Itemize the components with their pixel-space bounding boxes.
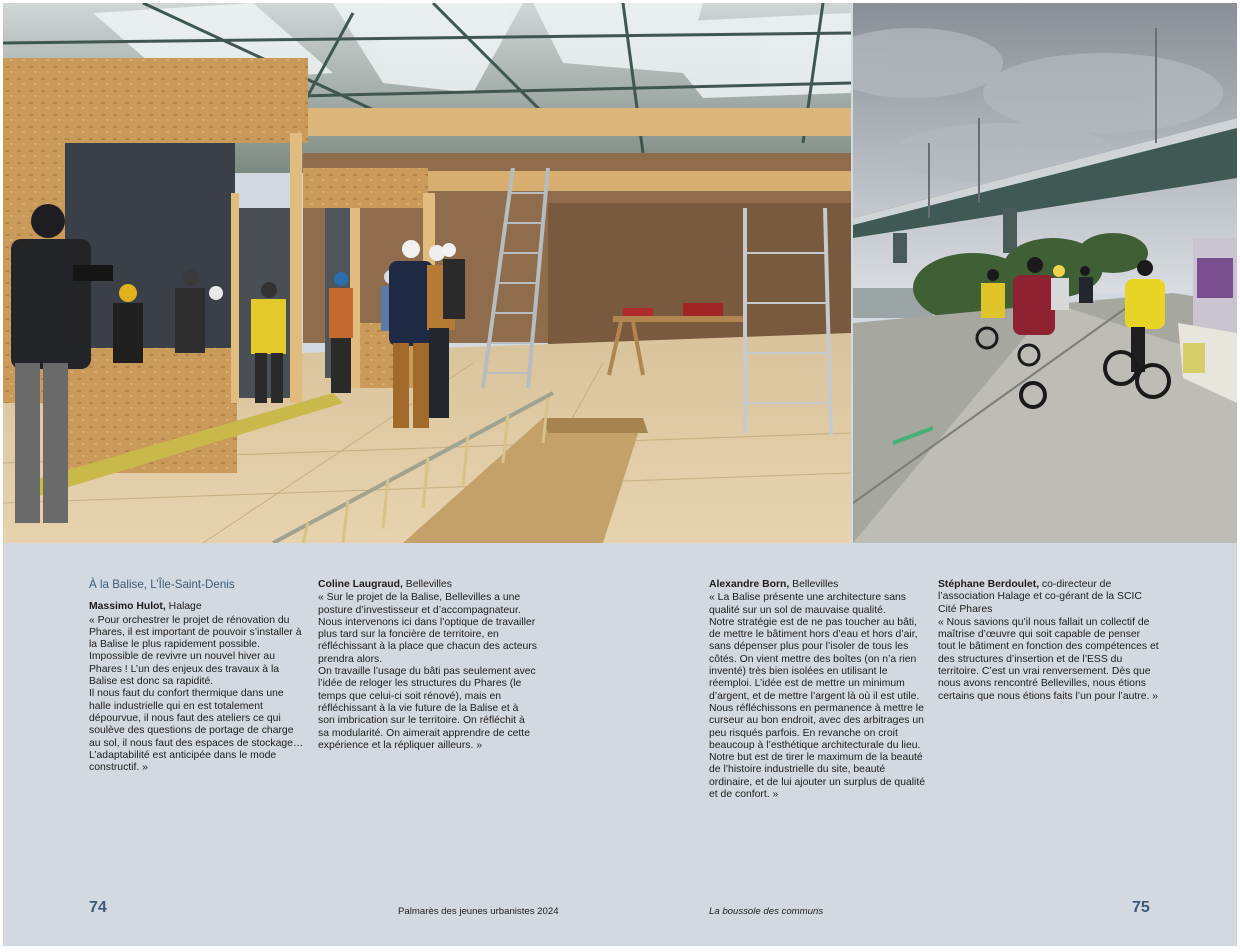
page-number-left: 74	[89, 899, 107, 916]
location-heading: À la Balise, L’Île-Saint-Denis	[89, 578, 235, 591]
running-title-left: Palmarès des jeunes urbanistes 2024	[398, 906, 559, 917]
speaker-name: Massimo Hulot,	[89, 601, 166, 613]
speaker-role: co-directeur de l’association Halage et co-gérant de la SCIC Cité Phares	[938, 579, 1142, 615]
construction-hall-photo	[3, 3, 851, 543]
text-column-4	[938, 579, 1160, 703]
quote-text: « Nous savions qu’il nous fallait un collectif de maîtrise d’œuvre qui soit capable de penser tout le bâtiment en fonction des compétences et des structures d’insertion et de l’ESS du territoire. C’est un vrai renversement. Dès que nous avons rencontré Bellevilles, nous étions certains que nous étions faits l’un pour l’autre. »	[938, 616, 1159, 702]
speaker-line	[709, 579, 929, 591]
page-number-right: 75	[1132, 899, 1150, 916]
quote-text: « Sur le projet de la Balise, Bellevilles a une posture d’investisseur et d’accompagnateur. Nous intervenons ici dans l’optique de travailler plus tard sur la foncière de territoire, en réfléchissant à la place que chacun des acteurs prendra alors. On travaille l’usage du bâti pas seulement avec l’idée de reloger les structures du Phares (le temps que celui-ci soit rénové), mais en réfléchissant à la vie future de la Balise et à son imbrication sur le territoire. On réfléchit à sa modularité. On aimerait apprendre de cette expérience et la répliquer ailleurs. »	[318, 592, 537, 751]
construction-hall-illustration	[3, 3, 851, 543]
cycling-riverside-photo	[853, 3, 1237, 543]
text-column-1	[89, 579, 307, 774]
magazine-spread	[3, 3, 1237, 946]
cycling-riverside-illustration	[853, 3, 1237, 543]
speaker-line	[89, 601, 307, 613]
running-title-right: La boussole des communs	[709, 906, 824, 917]
text-column-3	[709, 579, 929, 801]
speaker-role: Bellevilles	[402, 579, 452, 590]
speaker-role: Bellevilles	[789, 579, 839, 590]
speaker-role: Halage	[165, 601, 202, 613]
quote-text: « La Balise présente une architecture sans qualité sur un sol de mauvaise qualité. Notre stratégie est de ne pas toucher au bâti, de mettre le bâtiment hors d’eau et hors d’air, sans dépenser plus pour l’isoler de tous les côtés. On vient mettre des boîtes (on n’a rien inventé) très bien isolées en utilisant le réemploi. L’idée est de mettre un minimum d’argent, et de mettre l’argent là où il est utile. Nous réfléchissons en permanence à mettre le curseur au bon endroit, avec des arbitrages un peu risqués parfois. En revanche on croit beaucoup à l’esthétique architecturale du lieu. Notre but est de tirer le maximum de la beauté de l’histoire industrielle du site, beauté ordinaire, et de lui ajouter un surplus de qualité et de confort. »	[709, 592, 926, 801]
speaker-name: Coline Laugraud,	[318, 579, 403, 590]
quote-text: « Pour orchestrer le projet de rénovation du Phares, il est important de pouvoir s’installer à la Balise le plus rapidement possible. Impossible de revivre un nouvel hiver au Phares ! L’un des enjeux des travaux à la Balise est donc sa rapidité. Il nous faut du confort thermique dans une halle industrielle qui en est totalement dépourvue, il nous faut des ateliers ce qui soulève des questions de portage de charge au sol, il nous faut des espaces de stockage… L’adaptabilité est anticipée dans le mode constructif. »	[89, 614, 304, 774]
speaker-line	[318, 579, 538, 591]
speaker-name: Alexandre Born,	[709, 579, 790, 590]
speaker-name: Stéphane Berdoulet,	[938, 579, 1040, 590]
speaker-line	[938, 579, 1160, 616]
text-column-2	[318, 579, 538, 752]
